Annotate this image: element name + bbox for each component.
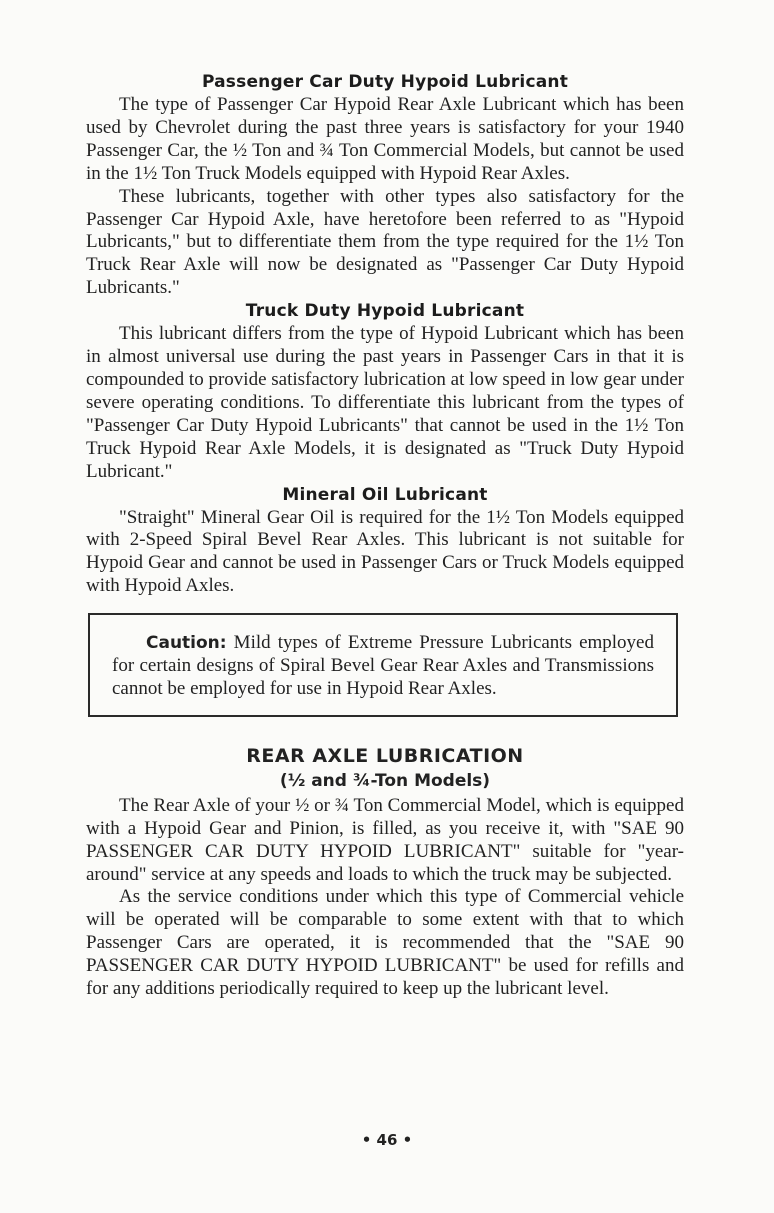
caution-paragraph: [112, 632, 654, 701]
truck-duty-paragraph: This lubricant differs from the type of Hypoid Lubricant which has been in almost universal use during the past years in Passenger Cars in that it is compounded to provide satisfactory lubrication at low speed in low gear under severe operating conditions. To differentiate this lubricant from the types of "Passenger Car Duty Hypoid Lubricants" that cannot be used in the 1½ Ton Truck Hypoid Rear Axle Models, it is designated as "Truck Duty Hypoid Lubricant.": [86, 323, 684, 482]
passenger-car-duty-paragraph-1: The type of Passenger Car Hypoid Rear Axle Lubricant which has been used by Chevrolet during the past three years is satisfactory for your 1940 Passenger Car, the ½ Ton and ¾ Ton Commercial Models, but cannot be used in the 1½ Ton Truck Models equipped with Hypoid Rear Axles.: [86, 94, 684, 184]
rear-axle-paragraph-1: The Rear Axle of your ½ or ¾ Ton Commercial Model, which is equipped with a Hypoid Gear and Pinion, is filled, as you receive it, with "SAE 90 PASSENGER CAR DUTY HYPOID LUBRICANT" suitable for "year-around" service at any speeds and loads to which the truck may be subjected.: [86, 794, 684, 885]
page-content: [86, 71, 684, 1001]
rear-axle-lubrication-title: REAR AXLE LUBRICATION: [246, 744, 524, 767]
mineral-oil-paragraph: "Straight" Mineral Gear Oil is required for the 1½ Ton Models equipped with 2-Speed Spiral Bevel Rear Axles. This lubricant is not suitable for Hypoid Gear and cannot be used in Passenger Cars or Truck Models equipped with Hypoid Axles.: [86, 506, 684, 597]
caution-label: Caution:: [146, 633, 227, 654]
page-number: • 46 •: [361, 1131, 413, 1149]
truck-duty-heading: Truck Duty Hypoid Lubricant: [245, 301, 525, 322]
rear-axle-paragraph-2: As the service conditions under which this type of Commercial vehicle will be operated will be comparable to some extent with that to which Passenger Cars are operated, it is recommended that the "SAE 90 PASSENGER CAR DUTY HYPOID LUBRICANT" be used for refills and for any additions periodically required to keep up the lubricant level.: [86, 886, 684, 1000]
caution-text: Mild types of Extreme Pressure Lubricants employed for certain designs of Spiral Bevel Gear Rear Axles and Transmissions cannot be employed for use in Hypoid Rear Axles.: [112, 632, 654, 699]
rear-axle-models-subtitle: (½ and ¾-Ton Models): [279, 770, 491, 791]
mineral-oil-heading: Mineral Oil Lubricant: [282, 484, 488, 505]
passenger-car-duty-heading: Passenger Car Duty Hypoid Lubricant: [201, 72, 569, 92]
caution-box: [88, 613, 678, 717]
passenger-car-duty-paragraph-2: These lubricants, together with other types also satisfactory for the Passenger Car Hypoid Axle, have heretofore been referred to as "Hypoid Lubricants," but to differentiate them from the type required for the 1½ Ton Truck Rear Axle will now be designated as "Passenger Car Duty Hypoid Lubricants.": [86, 185, 684, 299]
